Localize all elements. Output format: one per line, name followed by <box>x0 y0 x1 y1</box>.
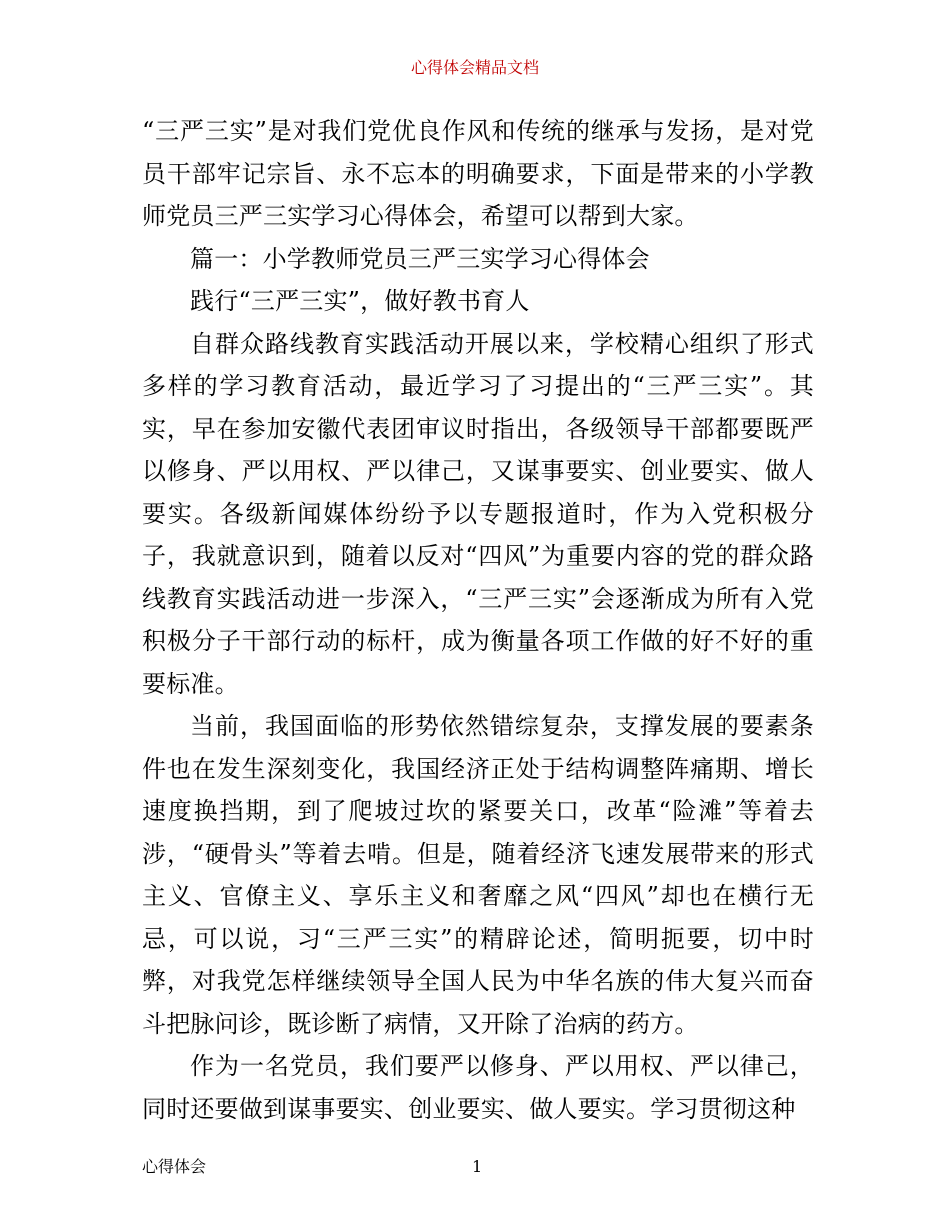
body-paragraph: 自群众路线教育实践活动开展以来，学校精心组织了形式多样的学习教育活动，最近学习了习提出的“三严三实”。其实，早在参加安徽代表团审议时指出，各级领导干部都要既严以修身、严以用权、严以律己，又谋事要实、创业要实、做人要实。各级新闻媒体纷纷予以专题报道时，作为入党积极分子，我就意识到，随着以反对“四风”为重要内容的党的群众路线教育实践活动进一步深入，“三严三实”会逐渐成为所有入党积极分子干部行动的标杆，成为衡量各项工作做的好不好的重要标准。 <box>142 329 814 698</box>
section-heading: 篇一：小学教师党员三严三实学习心得体会 <box>190 244 650 273</box>
intro-paragraph: “三严三实”是对我们党优良作风和传统的继承与发扬，是对党员干部牢记宗旨、永不忘本的明确要求，下面是带来的小学教师党员三严三实学习心得体会，希望可以帮到大家。 <box>142 117 814 230</box>
article-subtitle: 践行“三严三实”，做好教书育人 <box>190 287 530 315</box>
page-number: 1 <box>472 1157 483 1176</box>
footer-label: 心得体会 <box>142 1157 207 1176</box>
body-paragraph: 作为一名党员，我们要严以修身、严以用权、严以律己，同时还要做到谋事要实、创业要实、做人要实。学习贯彻这种 <box>142 1052 814 1123</box>
document-body <box>142 110 814 1130</box>
page-header-title: 心得体会精品文档 <box>410 58 539 77</box>
page-footer <box>142 1157 814 1177</box>
body-paragraph: 当前，我国面临的形势依然错综复杂，支撑发展的要素条件也在发生深刻变化，我国经济正处于结构调整阵痛期、增长速度换挡期，到了爬坡过坎的紧要关口，改革“险滩”等着去涉，“硬骨头”等着去啃。但是，随着经济飞速发展带来的形式主义、官僚主义、享乐主义和奢靡之风“四风”却也在横行无忌，可以说，习“三严三实”的精辟论述，简明扼要，切中时弊，对我党怎样继续领导全国人民为中华名族的伟大复兴而奋斗把脉问诊，既诊断了病情，又开除了治病的药方。 <box>142 712 814 1038</box>
